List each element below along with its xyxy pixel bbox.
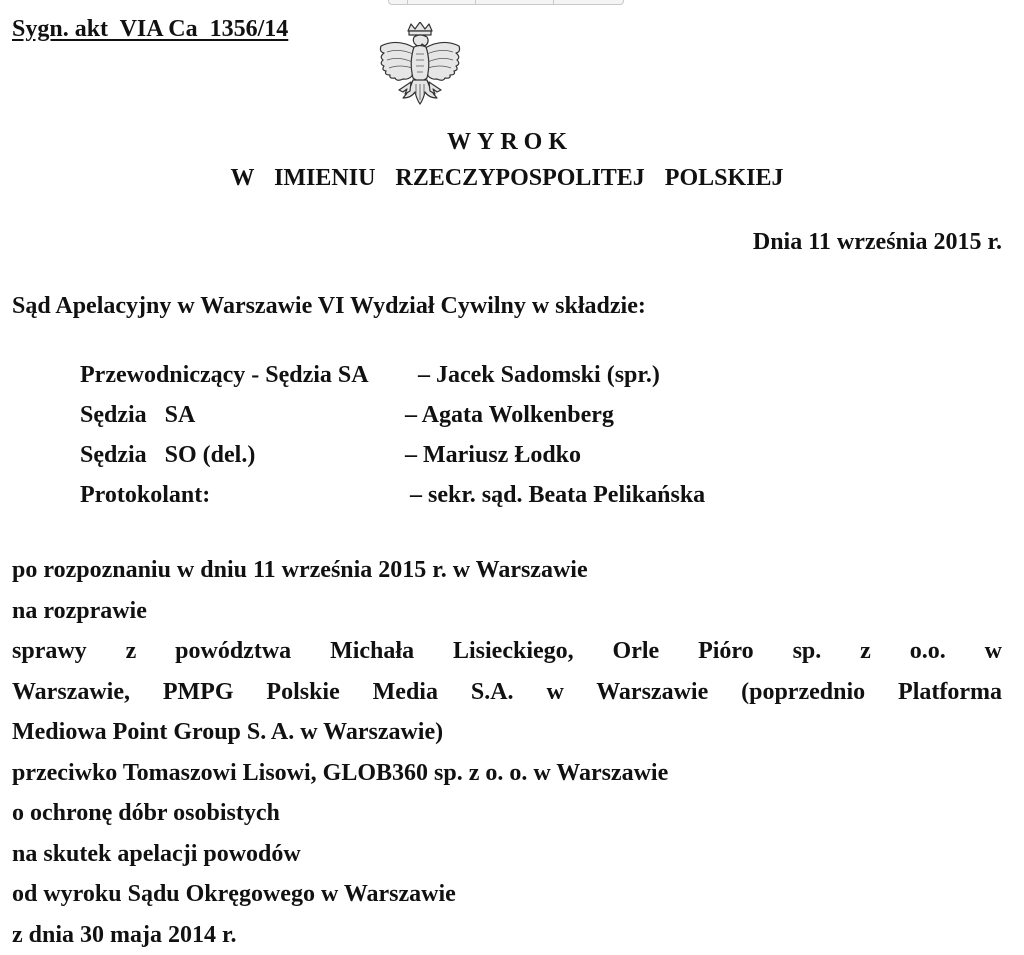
- judgment-date: Dnia 11 września 2015 r.: [753, 229, 1002, 256]
- panel-person: – Mariusz Łodko: [405, 442, 581, 469]
- body-line: po rozpoznaniu w dniu 11 września 2015 r. w Warszawie: [12, 550, 1002, 591]
- panel-person: – sekr. sąd. Beata Pelikańska: [410, 482, 705, 509]
- body-line: na skutek apelacji powodów: [12, 834, 1002, 875]
- panel-role: Sędzia SA: [80, 402, 195, 429]
- body-line: Warszawie, PMPG Polskie Media S.A. w Warszawie (poprzednio Platforma: [12, 672, 1002, 713]
- panel-role: Protokolant:: [80, 482, 210, 509]
- panel-person: – Jacek Sadomski (spr.): [418, 362, 660, 389]
- panel-person: – Agata Wolkenberg: [405, 402, 614, 429]
- body-line: przeciwko Tomaszowi Lisowi, GLOB360 sp. z o. o. w Warszawie: [12, 753, 1002, 794]
- body-line: sprawy z powództwa Michała Lisieckiego, Orle Pióro sp. z o.o. w: [12, 631, 1002, 672]
- case-signature: Sygn. akt VIA Ca 1356/14: [12, 16, 288, 43]
- polish-eagle-emblem-icon: [375, 22, 465, 116]
- toolbar-fragment: [388, 0, 624, 5]
- body-line: o ochronę dóbr osobistych: [12, 793, 1002, 834]
- panel-role: Sędzia SO (del.): [80, 442, 255, 469]
- case-description: [12, 550, 1002, 955]
- document-title: WYROK: [0, 129, 1014, 156]
- panel-role: Przewodniczący - Sędzia SA: [80, 362, 369, 389]
- court-composition-heading: Sąd Apelacyjny w Warszawie VI Wydział Cywilny w składzie:: [12, 293, 646, 320]
- body-line: z dnia 30 maja 2014 r.: [12, 915, 1002, 955]
- body-line: Mediowa Point Group S. A. w Warszawie): [12, 712, 1002, 753]
- document-subtitle: W IMIENIU RZECZYPOSPOLITEJ POLSKIEJ: [0, 165, 1014, 192]
- body-line: od wyroku Sądu Okręgowego w Warszawie: [12, 874, 1002, 915]
- body-line: na rozprawie: [12, 591, 1002, 632]
